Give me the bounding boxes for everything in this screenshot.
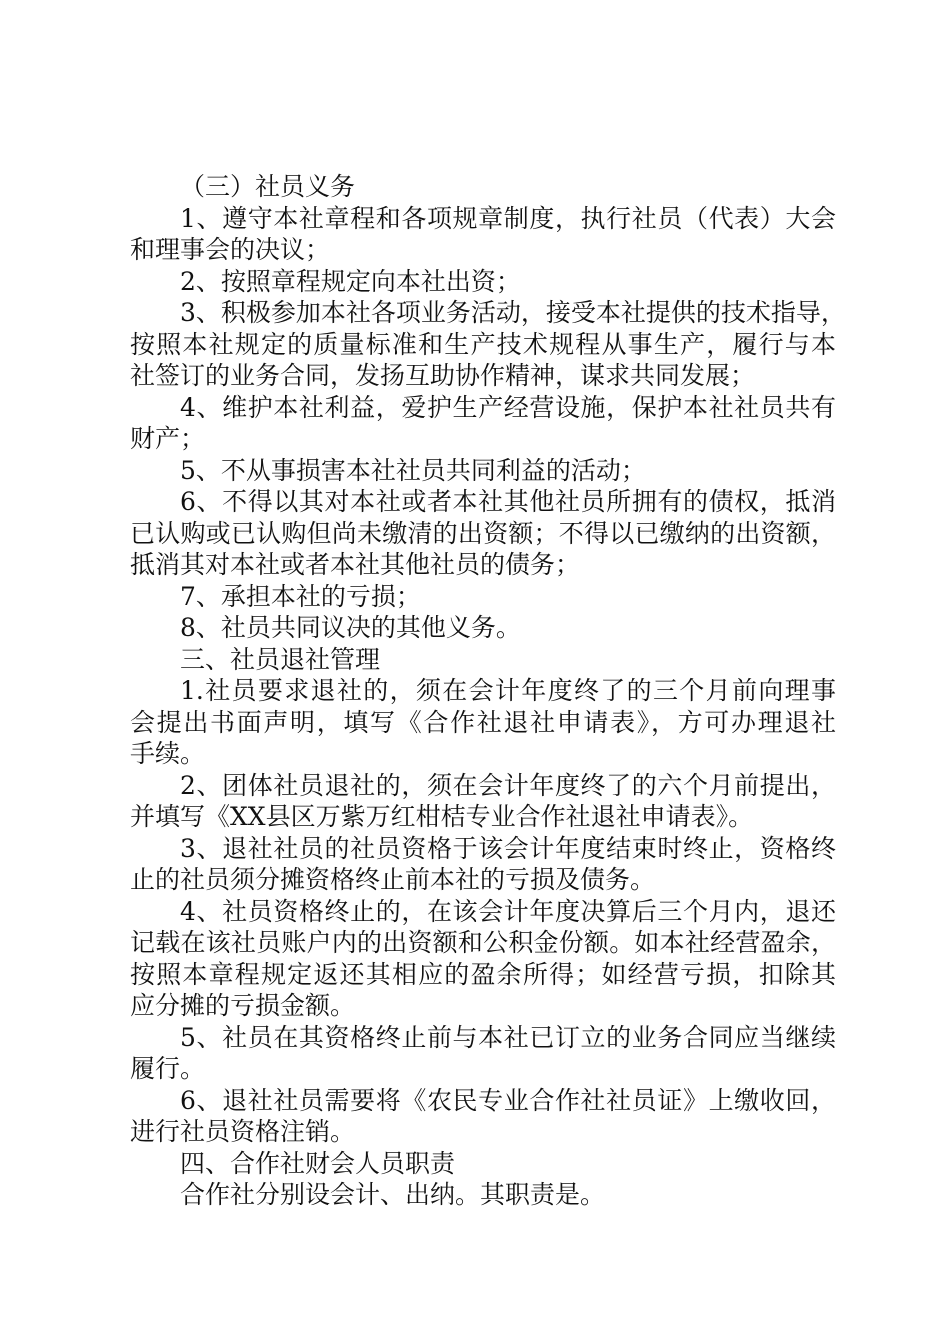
text-line: 已认购或已认购但尚未缴清的出资额；不得以已缴纳的出资额， <box>130 518 836 548</box>
text-line: 4、维护本社利益，爱护生产经营设施，保护本社社员共有 <box>180 392 836 422</box>
text-line: 2、按照章程规定向本社出资； <box>180 266 521 296</box>
text-line: 3、退社社员的社员资格于该会计年度结束时终止，资格终 <box>180 833 836 863</box>
text-line: 合作社分别设会计、出纳。其职责是。 <box>180 1180 606 1209</box>
document-body <box>130 171 846 1211</box>
text-line: 履行。 <box>130 1054 206 1083</box>
text-line: 按照本社规定的质量标准和生产技术规程从事生产，履行与本 <box>130 329 836 359</box>
text-line: 财产； <box>130 424 206 453</box>
text-line: 8、社员共同议决的其他义务。 <box>180 613 521 642</box>
text-line: 按照本章程规定返还其相应的盈余所得；如经营亏损，扣除其 <box>130 959 836 989</box>
text-line: 1、遵守本社章程和各项规章制度，执行社员（代表）大会 <box>180 203 836 233</box>
text-line: 抵消其对本社或者本社其他社员的债务； <box>130 550 581 579</box>
section-heading-finance-staff-duties: 四、合作社财会人员职责 <box>180 1148 456 1178</box>
text-line: 3、积极参加本社各项业务活动，接受本社提供的技术指导， <box>180 298 846 327</box>
text-line: 7、承担本社的亏损； <box>180 581 421 611</box>
text-line: 会提出书面声明，填写《合作社退社申请表》，方可办理退社 <box>130 707 836 737</box>
text-line: 应分摊的亏损金额。 <box>130 991 356 1020</box>
text-line: 并填写《XX县区万紫万红柑桔专业合作社退社申请表》。 <box>130 802 754 831</box>
text-line: 手续。 <box>130 739 206 768</box>
text-line: 5、不从事损害本社社员共同利益的活动； <box>180 455 646 485</box>
text-line: 5、社员在其资格终止前与本社已订立的业务合同应当继续 <box>180 1022 836 1052</box>
text-line: 6、不得以其对本社或者本社其他社员所拥有的债权，抵消 <box>180 487 836 516</box>
text-line: 4、社员资格终止的，在该会计年度决算后三个月内，退还 <box>180 896 836 926</box>
text-line: 社签订的业务合同，发扬互助协作精神，谋求共同发展； <box>130 361 756 390</box>
text-line: 和理事会的决议； <box>130 235 331 264</box>
text-line: 止的社员须分摊资格终止前本社的亏损及债务。 <box>130 865 656 894</box>
text-line: 记载在该社员账户内的出资额和公积金份额。如本社经营盈余， <box>130 928 836 957</box>
text-line: 进行社员资格注销。 <box>130 1117 356 1146</box>
section-heading-member-obligations: （三）社员义务 <box>180 172 356 201</box>
section-heading-withdrawal-management: 三、社员退社管理 <box>180 644 381 674</box>
text-line: 6、退社社员需要将《农民专业合作社社员证》上缴收回， <box>180 1085 836 1115</box>
text-line: 1.社员要求退社的，须在会计年度终了的三个月前向理事 <box>180 676 836 705</box>
text-line: 2、团体社员退社的，须在会计年度终了的六个月前提出， <box>180 770 836 800</box>
